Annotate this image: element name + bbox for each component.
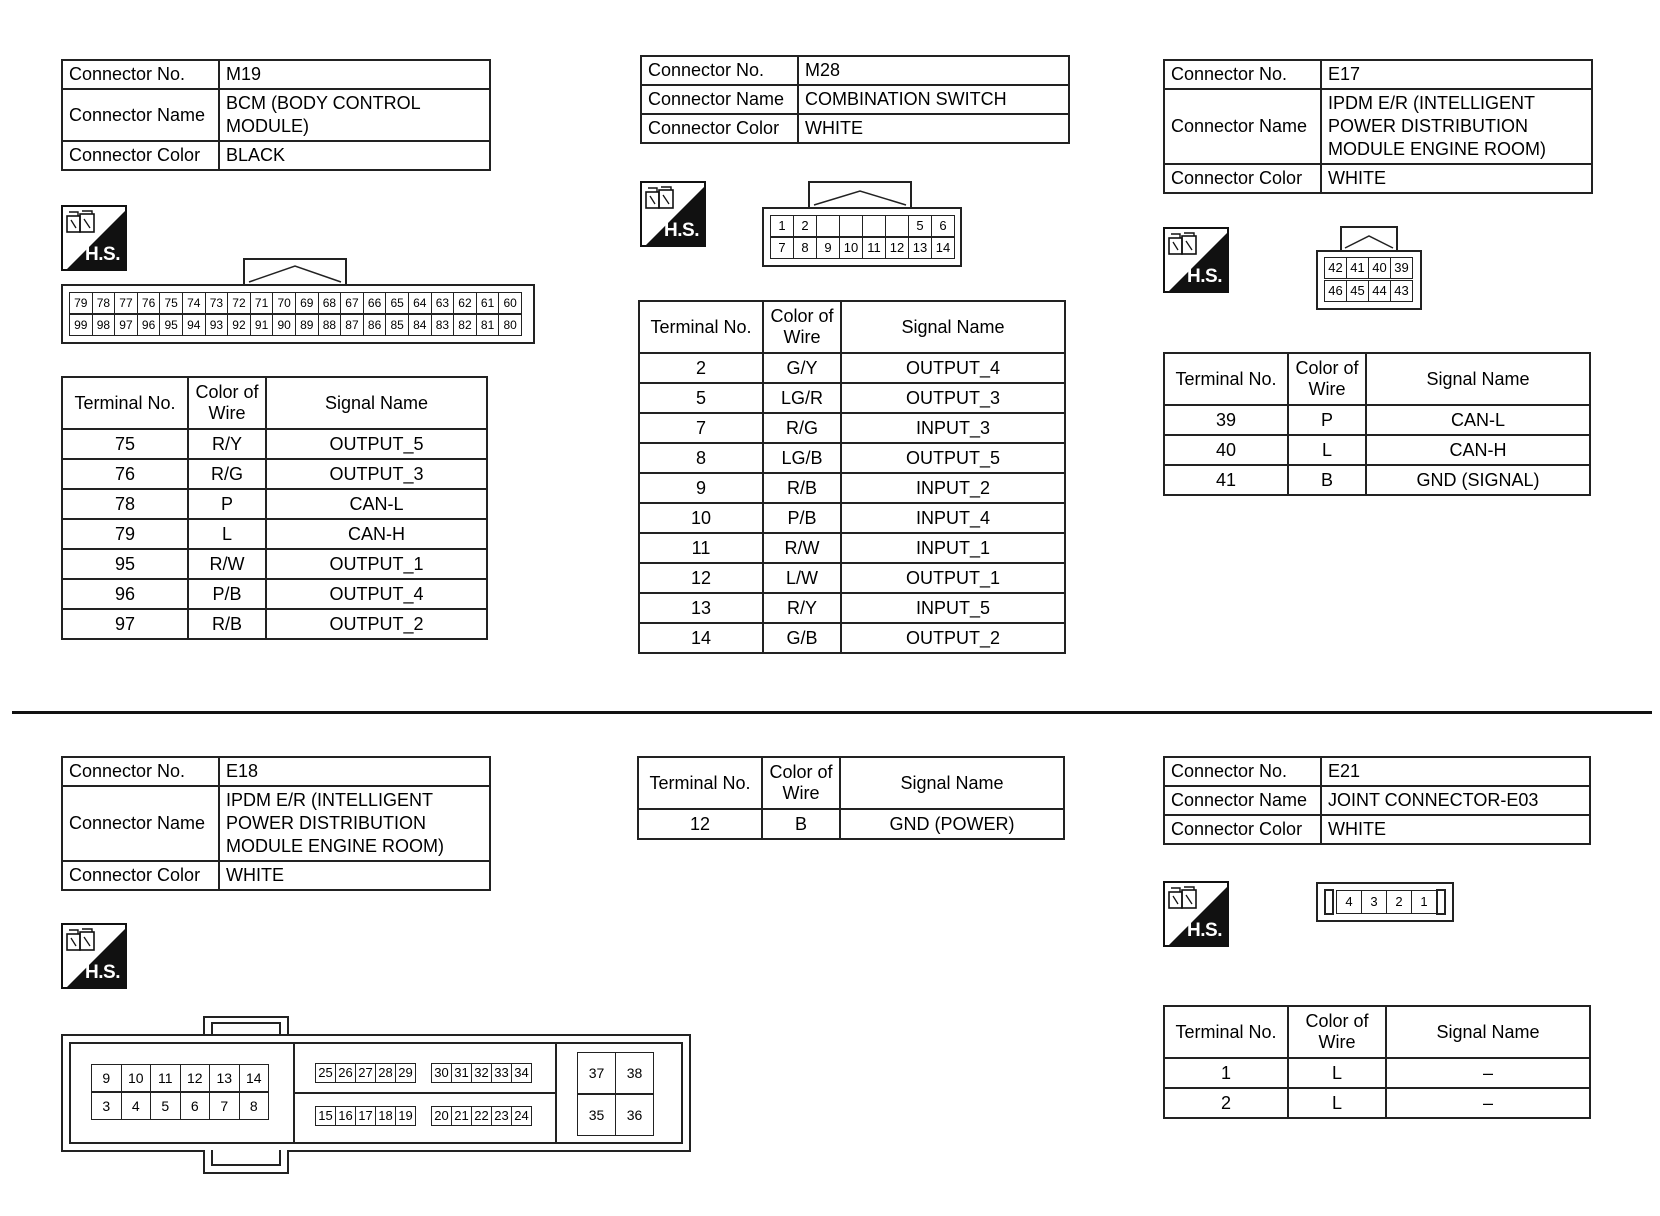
pin-99: 99	[69, 314, 93, 336]
terminal-no-cell: 40	[1164, 435, 1288, 465]
terminal-no-cell: 12	[639, 563, 763, 593]
latch-icon	[812, 187, 908, 207]
pin-66: 66	[363, 292, 387, 314]
pin-23: 23	[491, 1106, 512, 1126]
signal-name-cell: INPUT_3	[841, 413, 1065, 443]
pin-88: 88	[318, 314, 342, 336]
table-row	[1164, 1058, 1590, 1088]
connector-color-label: Connector Color	[62, 861, 219, 890]
terminal-no-cell: 96	[62, 579, 188, 609]
pin-9: 9	[91, 1064, 122, 1092]
table-row	[1164, 465, 1590, 495]
color-of-wire-header: Color of Wire	[1288, 1006, 1386, 1058]
wire-color-cell: L	[1288, 1058, 1386, 1088]
signal-name-cell: INPUT_2	[841, 473, 1065, 503]
signal-name-cell: –	[1386, 1058, 1590, 1088]
signal-name-cell: INPUT_1	[841, 533, 1065, 563]
connector-name-label: Connector Name	[62, 786, 219, 861]
pin-28: 28	[375, 1063, 396, 1083]
pin-46: 46	[1324, 280, 1347, 302]
pin-empty	[885, 215, 909, 237]
wire-color-cell: B	[762, 809, 840, 839]
table-row	[1164, 405, 1590, 435]
terminal-no-cell: 41	[1164, 465, 1288, 495]
connector-name-label: Connector Name	[62, 89, 219, 141]
hs-icon	[1163, 881, 1229, 947]
terminal-no-cell: 95	[62, 549, 188, 579]
wire-color-cell: LG/R	[763, 383, 841, 413]
connector-color-label: Connector Color	[62, 141, 219, 170]
signal-name-cell: OUTPUT_5	[266, 429, 487, 459]
signal-name-cell: OUTPUT_4	[266, 579, 487, 609]
connector-color-label: Connector Color	[1164, 815, 1321, 844]
signal-name-header: Signal Name	[1366, 353, 1590, 405]
hs-label: H.S.	[1187, 920, 1222, 941]
connector-name-value: IPDM E/R (INTELLIGENT POWER DISTRIBUTION MODULE ENGINE ROOM)	[219, 786, 490, 861]
wire-color-cell: LG/B	[763, 443, 841, 473]
wire-color-cell: R/G	[188, 459, 266, 489]
pin-86: 86	[363, 314, 387, 336]
terminal-no-header: Terminal No.	[638, 757, 762, 809]
pin-20: 20	[431, 1106, 452, 1126]
connector-name-value: COMBINATION SWITCH	[798, 85, 1069, 114]
terminal-no-header: Terminal No.	[639, 301, 763, 353]
pin-78: 78	[92, 292, 116, 314]
connector-name-label: Connector Name	[641, 85, 798, 114]
color-of-wire-header: Color of Wire	[188, 377, 266, 429]
table-row	[639, 383, 1065, 413]
pin-7: 7	[770, 237, 794, 259]
connector-view-icon	[66, 928, 98, 954]
hs-icon	[1163, 227, 1229, 293]
table-row	[639, 533, 1065, 563]
pin-11: 11	[150, 1064, 181, 1092]
signal-name-cell: CAN-H	[1366, 435, 1590, 465]
pin-63: 63	[431, 292, 455, 314]
pin-67: 67	[340, 292, 364, 314]
pin-73: 73	[205, 292, 229, 314]
pin-85: 85	[385, 314, 409, 336]
m28-connector-face	[762, 181, 962, 267]
terminal-no-header: Terminal No.	[62, 377, 188, 429]
terminal-no-cell: 7	[639, 413, 763, 443]
hs-label: H.S.	[85, 962, 120, 983]
signal-name-cell: OUTPUT_4	[841, 353, 1065, 383]
pin-39: 39	[1390, 257, 1413, 279]
terminal-no-cell: 79	[62, 519, 188, 549]
pin-71: 71	[250, 292, 274, 314]
latch-icon	[1343, 232, 1395, 250]
pin-22: 22	[471, 1106, 492, 1126]
connector-name-label: Connector Name	[1164, 786, 1321, 815]
table-row	[62, 459, 487, 489]
pin-11: 11	[862, 237, 886, 259]
pin-74: 74	[182, 292, 206, 314]
table-row	[62, 489, 487, 519]
terminal-no-cell: 13	[639, 593, 763, 623]
hs-label: H.S.	[1187, 266, 1222, 287]
pin-81: 81	[476, 314, 500, 336]
signal-name-cell: GND (SIGNAL)	[1366, 465, 1590, 495]
connector-name-value: JOINT CONNECTOR-E03	[1321, 786, 1590, 815]
pin-29: 29	[395, 1063, 416, 1083]
terminal-no-cell: 11	[639, 533, 763, 563]
pin-72: 72	[227, 292, 251, 314]
pin-7: 7	[209, 1092, 240, 1120]
hs-label: H.S.	[664, 220, 699, 241]
pin-68: 68	[318, 292, 342, 314]
connector-no-value: E17	[1321, 60, 1592, 89]
pin-12: 12	[885, 237, 909, 259]
connector-color-value: WHITE	[1321, 164, 1592, 193]
wire-color-cell: R/B	[763, 473, 841, 503]
e17-signal-table	[1163, 352, 1591, 496]
pin-25: 25	[315, 1063, 336, 1083]
pin-92: 92	[227, 314, 251, 336]
connector-name-value: IPDM E/R (INTELLIGENT POWER DISTRIBUTION MODULE ENGINE ROOM)	[1321, 89, 1592, 164]
pin-14: 14	[239, 1064, 270, 1092]
pin-14: 14	[931, 237, 955, 259]
pin-27: 27	[355, 1063, 376, 1083]
signal-name-cell: CAN-L	[1366, 405, 1590, 435]
pin-empty	[816, 215, 840, 237]
section-divider	[12, 711, 1652, 714]
pin-4: 4	[121, 1092, 152, 1120]
pin-4: 4	[1336, 890, 1362, 914]
m19-info-table	[61, 59, 491, 171]
color-of-wire-header: Color of Wire	[1288, 353, 1366, 405]
table-row	[639, 623, 1065, 653]
signal-name-cell: INPUT_4	[841, 503, 1065, 533]
terminal-no-cell: 10	[639, 503, 763, 533]
wire-color-cell: R/B	[188, 609, 266, 639]
pin-8: 8	[793, 237, 817, 259]
terminal-no-cell: 1	[1164, 1058, 1288, 1088]
wire-color-cell: R/W	[763, 533, 841, 563]
signal-name-cell: OUTPUT_5	[841, 443, 1065, 473]
terminal-no-cell: 5	[639, 383, 763, 413]
terminal-no-cell: 39	[1164, 405, 1288, 435]
pin-6: 6	[931, 215, 955, 237]
pin-13: 13	[908, 237, 932, 259]
m28-signal-table	[638, 300, 1066, 654]
m19-signal-table	[61, 376, 488, 640]
terminal-no-cell: 78	[62, 489, 188, 519]
pin-70: 70	[272, 292, 296, 314]
table-row	[639, 503, 1065, 533]
signal-name-cell: OUTPUT_3	[266, 459, 487, 489]
table-row	[62, 609, 487, 639]
pin-93: 93	[205, 314, 229, 336]
pin-91: 91	[250, 314, 274, 336]
pin-75: 75	[159, 292, 183, 314]
pin-16: 16	[335, 1106, 356, 1126]
pin-32: 32	[471, 1063, 492, 1083]
table-row	[639, 473, 1065, 503]
e17-connector-face	[1316, 226, 1422, 310]
terminal-no-cell: 12	[638, 809, 762, 839]
pin-44: 44	[1368, 280, 1391, 302]
pin-21: 21	[451, 1106, 472, 1126]
wire-color-cell: R/Y	[188, 429, 266, 459]
connector-color-label: Connector Color	[1164, 164, 1321, 193]
connector-color-value: BLACK	[219, 141, 490, 170]
table-row	[638, 809, 1064, 839]
terminal-no-cell: 14	[639, 623, 763, 653]
connector-view-icon	[1168, 232, 1200, 258]
wire-color-cell: L	[1288, 1088, 1386, 1118]
terminal-no-cell: 76	[62, 459, 188, 489]
table-row	[62, 549, 487, 579]
pin-80: 80	[498, 314, 522, 336]
pin-83: 83	[431, 314, 455, 336]
table-row	[1164, 1088, 1590, 1118]
pin-15: 15	[315, 1106, 336, 1126]
terminal-no-cell: 75	[62, 429, 188, 459]
pin-12: 12	[180, 1064, 211, 1092]
pin-87: 87	[340, 314, 364, 336]
pin-1: 1	[770, 215, 794, 237]
pin-2: 2	[1386, 890, 1412, 914]
connector-no-label: Connector No.	[62, 60, 219, 89]
pin-42: 42	[1324, 257, 1347, 279]
e17-info-table	[1163, 59, 1593, 194]
pin-31: 31	[451, 1063, 472, 1083]
table-row	[639, 563, 1065, 593]
wire-color-cell: R/Y	[763, 593, 841, 623]
color-of-wire-header: Color of Wire	[763, 301, 841, 353]
hs-icon	[640, 181, 706, 247]
pin-76: 76	[137, 292, 161, 314]
pin-90: 90	[272, 314, 296, 336]
pin-41: 41	[1346, 257, 1369, 279]
connector-no-label: Connector No.	[641, 56, 798, 85]
signal-name-cell: OUTPUT_1	[841, 563, 1065, 593]
e18-connector-face	[61, 1016, 691, 1174]
pin-35: 35	[577, 1094, 616, 1136]
pin-26: 26	[335, 1063, 356, 1083]
table-row	[62, 579, 487, 609]
pin-30: 30	[431, 1063, 452, 1083]
wire-color-cell: L	[1288, 435, 1366, 465]
wire-color-cell: L	[188, 519, 266, 549]
pin-94: 94	[182, 314, 206, 336]
pin-97: 97	[114, 314, 138, 336]
signal-name-cell: INPUT_5	[841, 593, 1065, 623]
connector-no-value: E18	[219, 757, 490, 786]
table-row	[62, 429, 487, 459]
m28-info-table	[640, 55, 1070, 144]
wire-color-cell: P/B	[188, 579, 266, 609]
pin-61: 61	[476, 292, 500, 314]
pin-37: 37	[577, 1052, 616, 1094]
pin-empty	[862, 215, 886, 237]
connector-no-value: M19	[219, 60, 490, 89]
terminal-no-cell: 8	[639, 443, 763, 473]
signal-name-cell: –	[1386, 1088, 1590, 1118]
connector-name-label: Connector Name	[1164, 89, 1321, 164]
hs-icon	[61, 923, 127, 989]
pin-9: 9	[816, 237, 840, 259]
pin-1: 1	[1411, 890, 1437, 914]
pin-62: 62	[453, 292, 477, 314]
wire-color-cell: R/G	[763, 413, 841, 443]
signal-name-cell: CAN-H	[266, 519, 487, 549]
signal-name-header: Signal Name	[840, 757, 1064, 809]
connector-no-value: M28	[798, 56, 1069, 85]
table-row	[639, 593, 1065, 623]
connector-view-icon	[645, 186, 677, 212]
pin-84: 84	[408, 314, 432, 336]
latch-icon	[247, 262, 343, 284]
connector-name-value: BCM (BODY CONTROL MODULE)	[219, 89, 490, 141]
connector-no-label: Connector No.	[62, 757, 219, 786]
pin-36: 36	[615, 1094, 654, 1136]
signal-name-cell: OUTPUT_2	[266, 609, 487, 639]
pin-24: 24	[511, 1106, 532, 1126]
pin-45: 45	[1346, 280, 1369, 302]
terminal-no-header: Terminal No.	[1164, 1006, 1288, 1058]
table-row	[62, 519, 487, 549]
signal-name-header: Signal Name	[1386, 1006, 1590, 1058]
pin-empty	[839, 215, 863, 237]
pin-98: 98	[92, 314, 116, 336]
pin-89: 89	[295, 314, 319, 336]
pin-40: 40	[1368, 257, 1391, 279]
pin-60: 60	[498, 292, 522, 314]
m19-connector-face	[61, 258, 535, 344]
terminal-no-cell: 9	[639, 473, 763, 503]
terminal-no-header: Terminal No.	[1164, 353, 1288, 405]
pin-79: 79	[69, 292, 93, 314]
pin-64: 64	[408, 292, 432, 314]
e18-info-table	[61, 756, 491, 891]
pin-5: 5	[908, 215, 932, 237]
signal-name-cell: OUTPUT_2	[841, 623, 1065, 653]
pin-69: 69	[295, 292, 319, 314]
e21-connector-face	[1316, 882, 1454, 922]
pin-38: 38	[615, 1052, 654, 1094]
e21-info-table	[1163, 756, 1591, 845]
connector-color-value: WHITE	[1321, 815, 1590, 844]
e18-signal-table	[637, 756, 1065, 840]
signal-name-header: Signal Name	[266, 377, 487, 429]
wire-color-cell: R/W	[188, 549, 266, 579]
table-row	[1164, 435, 1590, 465]
pin-77: 77	[114, 292, 138, 314]
connector-color-label: Connector Color	[641, 114, 798, 143]
pin-13: 13	[209, 1064, 240, 1092]
hs-label: H.S.	[85, 244, 120, 265]
pin-34: 34	[511, 1063, 532, 1083]
wire-color-cell: P	[188, 489, 266, 519]
signal-name-cell: OUTPUT_3	[841, 383, 1065, 413]
terminal-no-cell: 2	[1164, 1088, 1288, 1118]
signal-name-cell: CAN-L	[266, 489, 487, 519]
connector-no-label: Connector No.	[1164, 757, 1321, 786]
pin-65: 65	[385, 292, 409, 314]
pin-95: 95	[159, 314, 183, 336]
pin-96: 96	[137, 314, 161, 336]
signal-name-cell: OUTPUT_1	[266, 549, 487, 579]
e21-signal-table	[1163, 1005, 1591, 1119]
pin-8: 8	[239, 1092, 270, 1120]
pin-43: 43	[1390, 280, 1413, 302]
pin-18: 18	[375, 1106, 396, 1126]
table-row	[639, 413, 1065, 443]
color-of-wire-header: Color of Wire	[762, 757, 840, 809]
pin-3: 3	[91, 1092, 122, 1120]
wire-color-cell: G/Y	[763, 353, 841, 383]
connector-color-value: WHITE	[798, 114, 1069, 143]
wire-color-cell: G/B	[763, 623, 841, 653]
connector-view-icon	[1168, 886, 1200, 912]
terminal-no-cell: 2	[639, 353, 763, 383]
pin-17: 17	[355, 1106, 376, 1126]
signal-name-header: Signal Name	[841, 301, 1065, 353]
pin-10: 10	[839, 237, 863, 259]
signal-name-cell: GND (POWER)	[840, 809, 1064, 839]
pin-10: 10	[121, 1064, 152, 1092]
table-row	[639, 443, 1065, 473]
connector-view-icon	[66, 210, 98, 236]
pin-19: 19	[395, 1106, 416, 1126]
pin-3: 3	[1361, 890, 1387, 914]
connector-no-label: Connector No.	[1164, 60, 1321, 89]
terminal-no-cell: 97	[62, 609, 188, 639]
wire-color-cell: B	[1288, 465, 1366, 495]
wire-color-cell: P	[1288, 405, 1366, 435]
connector-color-value: WHITE	[219, 861, 490, 890]
pin-5: 5	[150, 1092, 181, 1120]
pin-2: 2	[793, 215, 817, 237]
pin-82: 82	[453, 314, 477, 336]
pin-6: 6	[180, 1092, 211, 1120]
pin-33: 33	[491, 1063, 512, 1083]
wire-color-cell: P/B	[763, 503, 841, 533]
connector-no-value: E21	[1321, 757, 1590, 786]
wire-color-cell: L/W	[763, 563, 841, 593]
table-row	[639, 353, 1065, 383]
